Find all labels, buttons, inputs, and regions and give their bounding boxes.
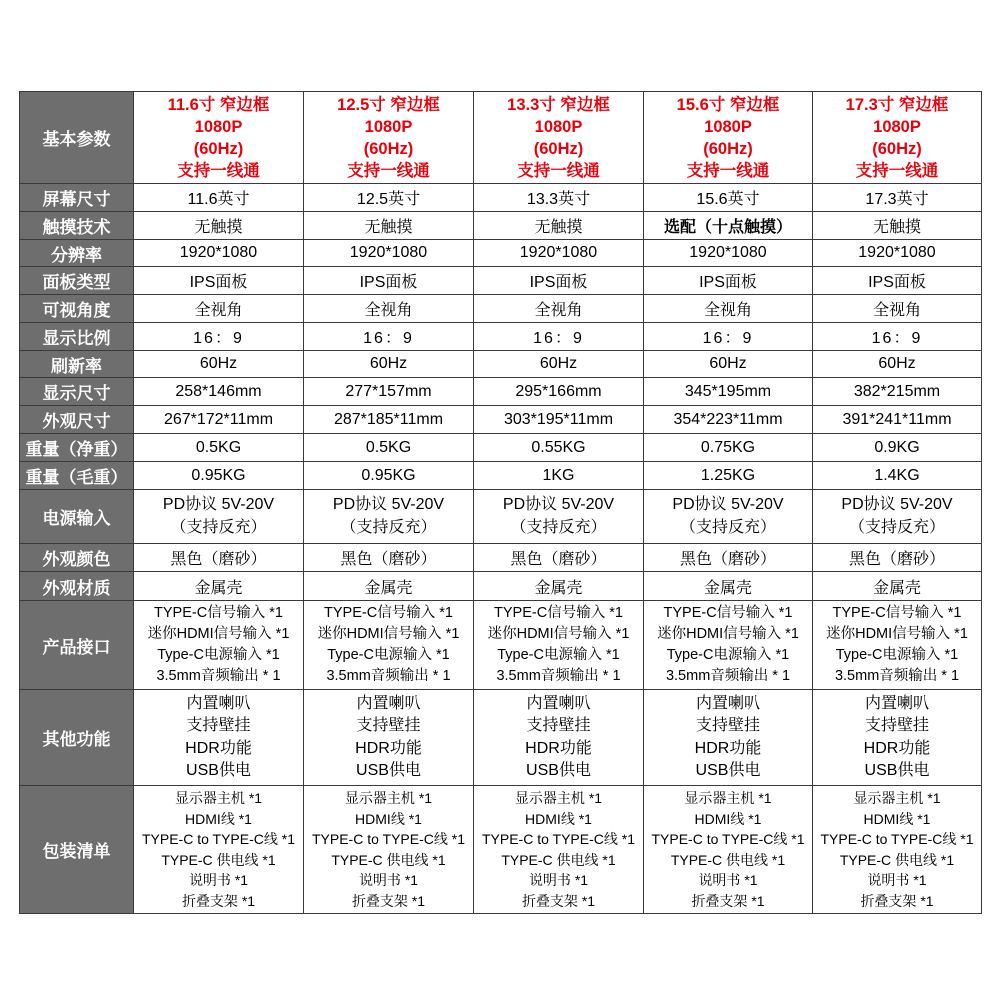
ports-line: Type-C电源输入 *1 (157, 647, 280, 663)
row-gross-weight (20, 462, 982, 490)
row-label: 显示比例 (20, 323, 134, 351)
package-line: TYPE-C to TYPE-C线 *1 (311, 831, 465, 847)
cell-ports (813, 601, 982, 690)
features-line: 内置喇叭 (695, 694, 760, 712)
model-header-line: 15.6寸 窄边框 (676, 95, 780, 114)
features-line: HDR功能 (525, 739, 592, 757)
model-header (134, 92, 304, 184)
ports-line: TYPE-C信号输入 *1 (324, 605, 453, 621)
cell-material: 金属壳 (134, 572, 304, 601)
features-line: 支持壁挂 (695, 717, 760, 734)
row-label: 基本参数 (20, 92, 134, 184)
ports-line: Type-C电源输入 *1 (327, 647, 450, 663)
cell-ports (644, 601, 813, 690)
cell-aspect: 16：9 (644, 323, 813, 351)
cell-net-weight: 0.55KG (474, 434, 644, 462)
cell-net-weight: 0.9KG (813, 434, 982, 462)
features-line: USB供电 (526, 762, 591, 779)
model-header (304, 92, 474, 184)
package-line: 显示器主机 *1 (684, 790, 772, 806)
model-header (813, 92, 982, 184)
model-header-line: 11.6寸 窄边框 (167, 95, 270, 114)
package-line: TYPE-C 供电线 *1 (331, 851, 446, 868)
features-line: 支持壁挂 (356, 717, 421, 734)
cell-power (644, 490, 813, 544)
cell-display-size: 382*215mm (813, 378, 982, 406)
package-line: 折叠支架 *1 (521, 892, 596, 909)
cell-aspect: 16：9 (134, 323, 304, 351)
row-panel (20, 267, 982, 295)
cell-material: 金属壳 (813, 572, 982, 601)
ports-line: TYPE-C信号输入 *1 (832, 605, 962, 621)
row-label: 刷新率 (20, 351, 134, 378)
row-features (20, 690, 982, 786)
spec-table (19, 91, 982, 914)
package-line: HDMI线 *1 (185, 810, 252, 827)
cell-screen-size: 11.6英寸 (134, 184, 304, 212)
row-ports (20, 601, 982, 690)
model-header-line: 1080P (194, 117, 243, 136)
package-line: TYPE-C to TYPE-C线 *1 (820, 831, 974, 847)
row-screen-size (20, 184, 982, 212)
package-line: 折叠支架 *1 (860, 892, 934, 909)
power-line: PD协议 5V-20V (502, 496, 615, 513)
package-line: 折叠支架 *1 (351, 892, 426, 909)
package-line: 说明书 *1 (698, 872, 758, 888)
cell-panel: IPS面板 (304, 267, 474, 295)
cell-resolution: 1920*1080 (644, 240, 813, 267)
cell-power (134, 490, 304, 544)
package-line: 显示器主机 *1 (514, 790, 603, 806)
cell-viewing-angle: 全视角 (474, 295, 644, 323)
cell-outer-size: 287*185*11mm (304, 406, 474, 434)
row-label: 包装清单 (20, 786, 134, 914)
cell-package (134, 786, 304, 914)
cell-color: 黑色（磨砂） (644, 544, 813, 572)
cell-panel: IPS面板 (813, 267, 982, 295)
cell-viewing-angle: 全视角 (644, 295, 813, 323)
cell-refresh: 60Hz (134, 351, 304, 378)
package-line: 说明书 *1 (867, 872, 927, 888)
cell-material: 金属壳 (474, 572, 644, 601)
row-label: 触摸技术 (20, 212, 134, 240)
model-header-line: 17.3寸 窄边框 (845, 95, 949, 114)
package-line: HDMI线 *1 (355, 810, 422, 827)
model-header-line: 支持一线通 (855, 161, 939, 180)
cell-power (813, 490, 982, 544)
cell-screen-size: 12.5英寸 (304, 184, 474, 212)
ports-line: TYPE-C信号输入 *1 (154, 605, 283, 621)
model-header-line: 支持一线通 (347, 161, 430, 180)
cell-gross-weight: 1.4KG (813, 462, 982, 490)
model-header-line: 1080P (534, 117, 583, 136)
cell-touch: 无触摸 (304, 212, 474, 240)
features-line: USB供电 (186, 762, 251, 779)
ports-line: Type-C电源输入 *1 (835, 647, 959, 663)
ports-line: 迷你HDMI信号输入 *1 (147, 626, 290, 642)
cell-refresh: 60Hz (813, 351, 982, 378)
row-label: 外观材质 (20, 572, 134, 601)
features-line: HDR功能 (863, 739, 931, 757)
package-line: 折叠支架 *1 (691, 892, 765, 909)
cell-screen-size: 17.3英寸 (813, 184, 982, 212)
ports-line: TYPE-C信号输入 *1 (494, 605, 623, 621)
row-net-weight (20, 434, 982, 462)
row-package (20, 786, 982, 914)
cell-display-size: 345*195mm (644, 378, 813, 406)
features-line: 内置喇叭 (186, 694, 251, 712)
features-line: HDR功能 (355, 739, 422, 757)
row-label: 电源输入 (20, 490, 134, 544)
package-line: HDMI线 *1 (863, 810, 931, 827)
features-line: 支持壁挂 (186, 717, 251, 734)
power-line: PD协议 5V-20V (672, 496, 784, 513)
cell-gross-weight: 1KG (474, 462, 644, 490)
ports-line: 3.5mm音频输出 * 1 (496, 668, 621, 684)
package-line: HDMI线 *1 (694, 810, 762, 827)
cell-refresh: 60Hz (474, 351, 644, 378)
row-label: 面板类型 (20, 267, 134, 295)
ports-line: 3.5mm音频输出 * 1 (834, 668, 960, 684)
row-basic (20, 92, 982, 184)
package-line: HDMI线 *1 (525, 810, 592, 827)
cell-package (474, 786, 644, 914)
ports-line: 迷你HDMI信号输入 *1 (317, 626, 460, 642)
cell-power (474, 490, 644, 544)
model-header-line: (60Hz) (363, 139, 414, 158)
row-color (20, 544, 982, 572)
model-header-line: 支持一线通 (686, 161, 770, 180)
row-power (20, 490, 982, 544)
model-header-line: 1080P (364, 117, 413, 136)
row-touch (20, 212, 982, 240)
row-viewing-angle (20, 295, 982, 323)
row-label: 屏幕尺寸 (20, 184, 134, 212)
package-line: 说明书 *1 (188, 872, 249, 888)
cell-aspect: 16：9 (474, 323, 644, 351)
model-header-line: (60Hz) (872, 139, 922, 158)
cell-features (644, 690, 813, 786)
package-line: 显示器主机 *1 (853, 790, 941, 806)
model-header-line: (60Hz) (703, 139, 753, 158)
cell-panel: IPS面板 (644, 267, 813, 295)
cell-features (474, 690, 644, 786)
cell-gross-weight: 1.25KG (644, 462, 813, 490)
package-line: TYPE-C 供电线 *1 (161, 851, 276, 868)
features-line: 支持壁挂 (526, 717, 591, 734)
ports-line: 3.5mm音频输出 * 1 (326, 668, 451, 684)
row-label: 产品接口 (20, 601, 134, 690)
cell-package (304, 786, 474, 914)
row-label: 外观尺寸 (20, 406, 134, 434)
model-header-line: 12.5寸 窄边框 (337, 95, 440, 114)
cell-features (134, 690, 304, 786)
cell-screen-size: 13.3英寸 (474, 184, 644, 212)
ports-line: Type-C电源输入 *1 (497, 647, 620, 663)
row-aspect (20, 323, 982, 351)
package-line: TYPE-C 供电线 *1 (839, 851, 955, 868)
row-outer-size (20, 406, 982, 434)
cell-resolution: 1920*1080 (134, 240, 304, 267)
cell-net-weight: 0.75KG (644, 434, 813, 462)
model-header (644, 92, 813, 184)
model-header-line: 支持一线通 (177, 161, 260, 180)
cell-power (304, 490, 474, 544)
model-header-line: 支持一线通 (517, 161, 600, 180)
ports-line: 3.5mm音频输出 * 1 (156, 668, 281, 684)
features-line: USB供电 (695, 762, 761, 779)
row-material (20, 572, 982, 601)
package-line: 折叠支架 *1 (181, 892, 256, 909)
cell-ports (134, 601, 304, 690)
cell-touch: 无触摸 (134, 212, 304, 240)
cell-features (813, 690, 982, 786)
ports-line: 迷你HDMI信号输入 *1 (487, 626, 630, 642)
power-line: （支持反充） (170, 518, 267, 536)
features-line: USB供电 (864, 762, 930, 779)
package-line: TYPE-C to TYPE-C线 *1 (481, 831, 635, 847)
features-line: 内置喇叭 (864, 694, 929, 712)
package-line: 说明书 *1 (358, 872, 419, 888)
package-line: 显示器主机 *1 (344, 790, 433, 806)
cell-color: 黑色（磨砂） (813, 544, 982, 572)
cell-features (304, 690, 474, 786)
cell-display-size: 258*146mm (134, 378, 304, 406)
cell-package (644, 786, 813, 914)
cell-ports (304, 601, 474, 690)
row-label: 分辨率 (20, 240, 134, 267)
cell-aspect: 16：9 (813, 323, 982, 351)
cell-aspect: 16：9 (304, 323, 474, 351)
model-header-line: 1080P (704, 117, 752, 136)
row-label: 其他功能 (20, 690, 134, 786)
features-line: HDR功能 (185, 739, 252, 757)
cell-touch: 无触摸 (813, 212, 982, 240)
cell-touch: 无触摸 (474, 212, 644, 240)
cell-net-weight: 0.5KG (134, 434, 304, 462)
power-line: （支持反充） (679, 518, 776, 536)
power-line: PD协议 5V-20V (841, 496, 953, 513)
cell-refresh: 60Hz (644, 351, 813, 378)
cell-screen-size: 15.6英寸 (644, 184, 813, 212)
cell-outer-size: 391*241*11mm (813, 406, 982, 434)
features-line: 内置喇叭 (356, 694, 421, 712)
power-line: PD协议 5V-20V (332, 496, 445, 513)
ports-line: 迷你HDMI信号输入 *1 (826, 626, 968, 642)
model-header-line: 1080P (873, 117, 921, 136)
package-line: 显示器主机 *1 (174, 790, 263, 806)
cell-outer-size: 303*195*11mm (474, 406, 644, 434)
ports-line: 迷你HDMI信号输入 *1 (657, 626, 799, 642)
cell-refresh: 60Hz (304, 351, 474, 378)
cell-display-size: 295*166mm (474, 378, 644, 406)
cell-color: 黑色（磨砂） (304, 544, 474, 572)
cell-viewing-angle: 全视角 (304, 295, 474, 323)
cell-color: 黑色（磨砂） (134, 544, 304, 572)
cell-viewing-angle: 全视角 (134, 295, 304, 323)
cell-net-weight: 0.5KG (304, 434, 474, 462)
features-line: USB供电 (356, 762, 421, 779)
row-label: 显示尺寸 (20, 378, 134, 406)
ports-line: 3.5mm音频输出 * 1 (665, 668, 791, 684)
power-line: PD协议 5V-20V (162, 496, 275, 513)
package-line: 说明书 *1 (528, 872, 589, 888)
cell-outer-size: 354*223*11mm (644, 406, 813, 434)
cell-ports (474, 601, 644, 690)
cell-package (813, 786, 982, 914)
package-line: TYPE-C 供电线 *1 (501, 851, 616, 868)
cell-resolution: 1920*1080 (474, 240, 644, 267)
cell-panel: IPS面板 (134, 267, 304, 295)
cell-display-size: 277*157mm (304, 378, 474, 406)
cell-resolution: 1920*1080 (813, 240, 982, 267)
row-label: 重量（净重） (20, 434, 134, 462)
row-refresh (20, 351, 982, 378)
model-header (474, 92, 644, 184)
package-line: TYPE-C to TYPE-C线 *1 (141, 831, 295, 847)
cell-resolution: 1920*1080 (304, 240, 474, 267)
cell-gross-weight: 0.95KG (304, 462, 474, 490)
row-label: 可视角度 (20, 295, 134, 323)
features-line: 支持壁挂 (864, 717, 929, 734)
cell-material: 金属壳 (644, 572, 813, 601)
model-header-line: (60Hz) (193, 139, 244, 158)
cell-material: 金属壳 (304, 572, 474, 601)
model-header-line: (60Hz) (533, 139, 584, 158)
row-label: 外观颜色 (20, 544, 134, 572)
power-line: （支持反充） (848, 518, 945, 536)
power-line: （支持反充） (340, 518, 437, 536)
row-resolution (20, 240, 982, 267)
package-line: TYPE-C 供电线 *1 (670, 851, 786, 868)
cell-viewing-angle: 全视角 (813, 295, 982, 323)
cell-color: 黑色（磨砂） (474, 544, 644, 572)
ports-line: Type-C电源输入 *1 (666, 647, 790, 663)
ports-line: TYPE-C信号输入 *1 (663, 605, 793, 621)
row-display-size (20, 378, 982, 406)
cell-outer-size: 267*172*11mm (134, 406, 304, 434)
model-header-line: 13.3寸 窄边框 (507, 95, 610, 114)
features-line: HDR功能 (694, 739, 762, 757)
power-line: （支持反充） (510, 518, 607, 536)
features-line: 内置喇叭 (526, 694, 591, 712)
cell-panel: IPS面板 (474, 267, 644, 295)
cell-touch: 选配（十点触摸） (644, 212, 813, 240)
cell-gross-weight: 0.95KG (134, 462, 304, 490)
row-label: 重量（毛重） (20, 462, 134, 490)
package-line: TYPE-C to TYPE-C线 *1 (651, 831, 805, 847)
